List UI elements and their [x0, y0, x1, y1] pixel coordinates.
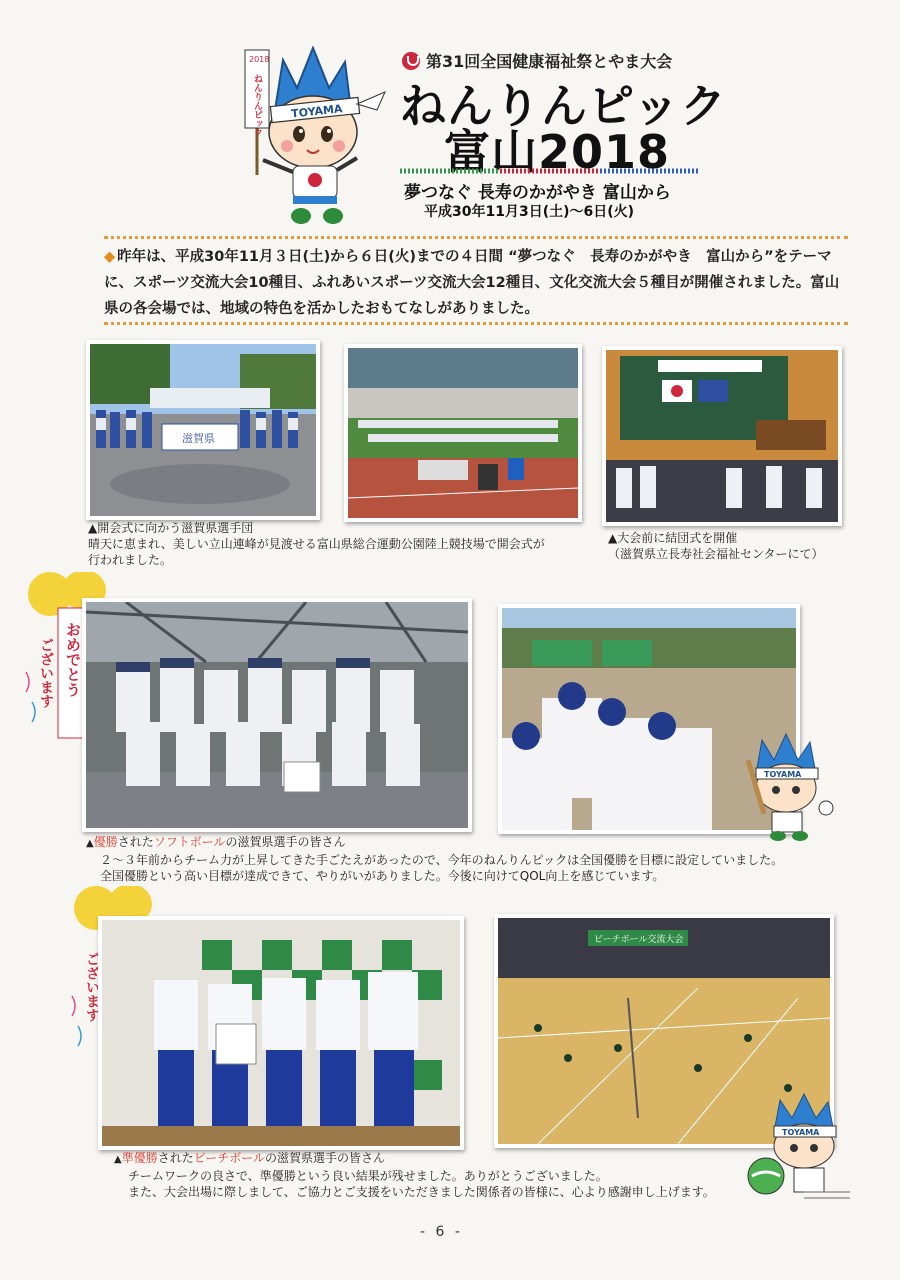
title-line-1: ねんりんピック [400, 79, 728, 133]
caption-softball: ▲優勝されたソフトボールの滋賀県選手の皆さん ２～３年前からチーム力が上昇してきた手ごたえがあったので、今年のねんりんピックは全国優勝を目標に設定していました。 全国優勝という高い目標が達成できて、やりがいがありました。今後に向けてQOL向上を感じています。 [86, 835, 784, 883]
mascot-softball-illustration [742, 730, 846, 844]
caption-opening: ▲開会式に向かう滋賀県選手団 晴天に恵まれ、美しい立山連峰が見渡せる富山県総合運動公園陸上競技場で開会式が 行われました。 [88, 521, 545, 567]
congrats-text-1a: おめでとう [64, 622, 82, 697]
flag-year: 2018 [249, 55, 270, 64]
mascot-band-3: TOYAMA [782, 1128, 820, 1137]
ceremony-banner: 滋賀県 [182, 432, 215, 445]
congrats-text-1b: ございます [38, 638, 54, 708]
congrats-text-2b: ございます [84, 952, 100, 1022]
title-line-2: 富山2018 [444, 125, 671, 179]
divider-bottom [104, 322, 848, 325]
slogan: 夢つなぐ 長寿のかがやき 富山から [404, 183, 671, 203]
photo-stadium [344, 344, 582, 522]
mascot-illustration [235, 40, 395, 230]
photo-kickoff-ceremony [602, 346, 842, 526]
colored-dot-rule [400, 168, 700, 174]
intro-text: 昨年は、平成30年11月３日(土)から６日(火)までの４日間 “夢つなぐ 長寿のかがやき 富山から”をテーマに、スポーツ交流大会10種目、ふれあいスポーツ交流大会12種目、文化交流大会５種目が開催されました。富山県の各会場では、地域の特色を活かしたおもてなしがありました。 [104, 249, 840, 317]
gym-banner: ビーチボール交流大会 [594, 935, 684, 945]
intro-paragraph [104, 244, 848, 322]
divider-top [104, 236, 848, 239]
mascot-band-2: TOYAMA [764, 770, 802, 779]
emblem-icon [402, 52, 420, 70]
photo-softball-team [82, 598, 472, 832]
page-number: - 6 - [420, 1224, 463, 1240]
photo-opening-march [86, 340, 320, 520]
caption-beachball: ▲準優勝されたビーチボールの滋賀県選手の皆さん チームワークの良さで、準優勝という良い結果が残せました。ありがとうございました。 また、大会出場に際しまして、ご協力とご支援をいただきました関係者の皆様に、心より感謝申し上げます。 [114, 1151, 715, 1199]
event-name: 第31回全国健康福祉祭とやま大会 [402, 49, 672, 72]
mascot-band: TOYAMA [290, 102, 344, 121]
diamond-bullet-icon: ◆ [104, 249, 116, 265]
photo-beachball-team [98, 916, 464, 1150]
flag-text: ねんりんピック [252, 74, 262, 137]
caption-kickoff: ▲大会前に結団式を開催 （滋賀県立長寿社会福祉センターにて） [608, 531, 824, 561]
event-date: 平成30年11月3日(土)～6日(火) [424, 204, 635, 220]
